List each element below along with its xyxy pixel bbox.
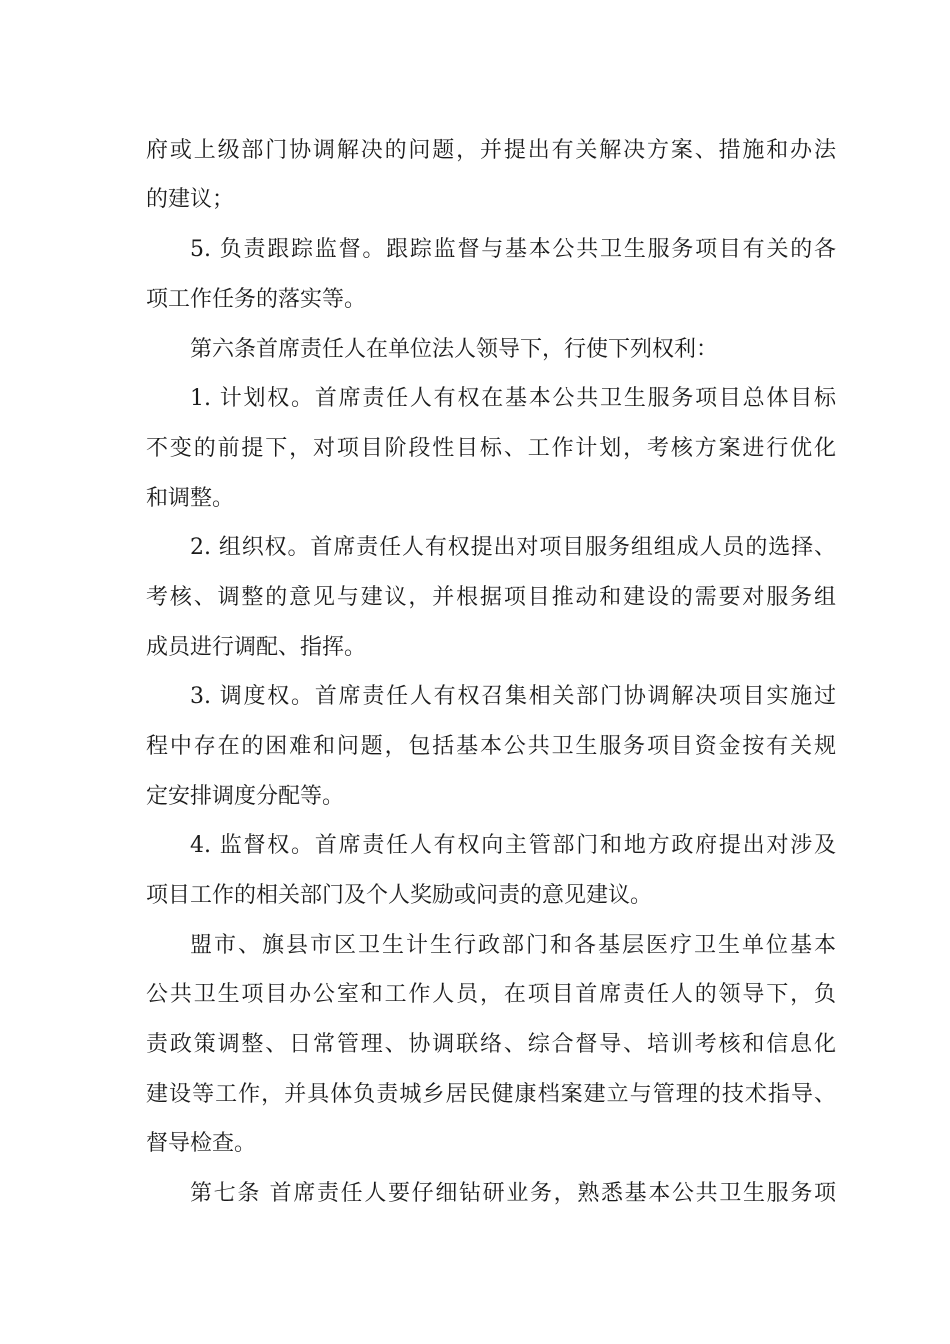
text-line: 盟市、旗县市区卫生计生行政部门和各基层医疗卫生单位基本 (190, 933, 836, 958)
text-line: 成员进行调配、指挥。 (146, 635, 367, 660)
text-line: 定安排调度分配等。 (146, 784, 345, 809)
text-line: 2. 组织权。首席责任人有权提出对项目服务组组成人员的选择、 (190, 535, 836, 560)
text-line: 第七条 首席责任人要仔细钻研业务，熟悉基本公共卫生服务项 (190, 1181, 836, 1206)
text-line: 责政策调整、日常管理、协调联络、综合督导、培训考核和信息化 (146, 1032, 836, 1057)
text-line: 公共卫生项目办公室和工作人员，在项目首席责任人的领导下，负 (146, 982, 836, 1007)
text-line: 4. 监督权。首席责任人有权向主管部门和地方政府提出对涉及 (190, 833, 836, 858)
text-line: 5. 负责跟踪监督。跟踪监督与基本公共卫生服务项目有关的各 (190, 237, 836, 262)
text-line: 考核、调整的意见与建议，并根据项目推动和建设的需要对服务组 (146, 585, 836, 610)
text-line: 第六条首席责任人在单位法人领导下，行使下列权利： (190, 337, 719, 362)
text-line: 项目工作的相关部门及个人奖励或问责的意见建议。 (146, 883, 653, 908)
text-line: 项工作任务的落实等。 (146, 287, 367, 312)
text-line: 1. 计划权。首席责任人有权在基本公共卫生服务项目总体目标 (190, 386, 836, 411)
text-line: 的建议； (146, 187, 235, 212)
text-line: 建设等工作，并具体负责城乡居民健康档案建立与管理的技术指导、 (146, 1082, 836, 1107)
text-line: 程中存在的困难和问题，包括基本公共卫生服务项目资金按有关规 (146, 734, 836, 759)
text-line: 府或上级部门协调解决的问题，并提出有关解决方案、措施和办法 (146, 138, 836, 163)
text-line: 督导检查。 (146, 1131, 257, 1156)
text-line: 和调整。 (146, 486, 235, 511)
text-line: 3. 调度权。首席责任人有权召集相关部门协调解决项目实施过 (190, 684, 836, 709)
text-line: 不变的前提下，对项目阶段性目标、工作计划，考核方案进行优化 (146, 436, 836, 461)
